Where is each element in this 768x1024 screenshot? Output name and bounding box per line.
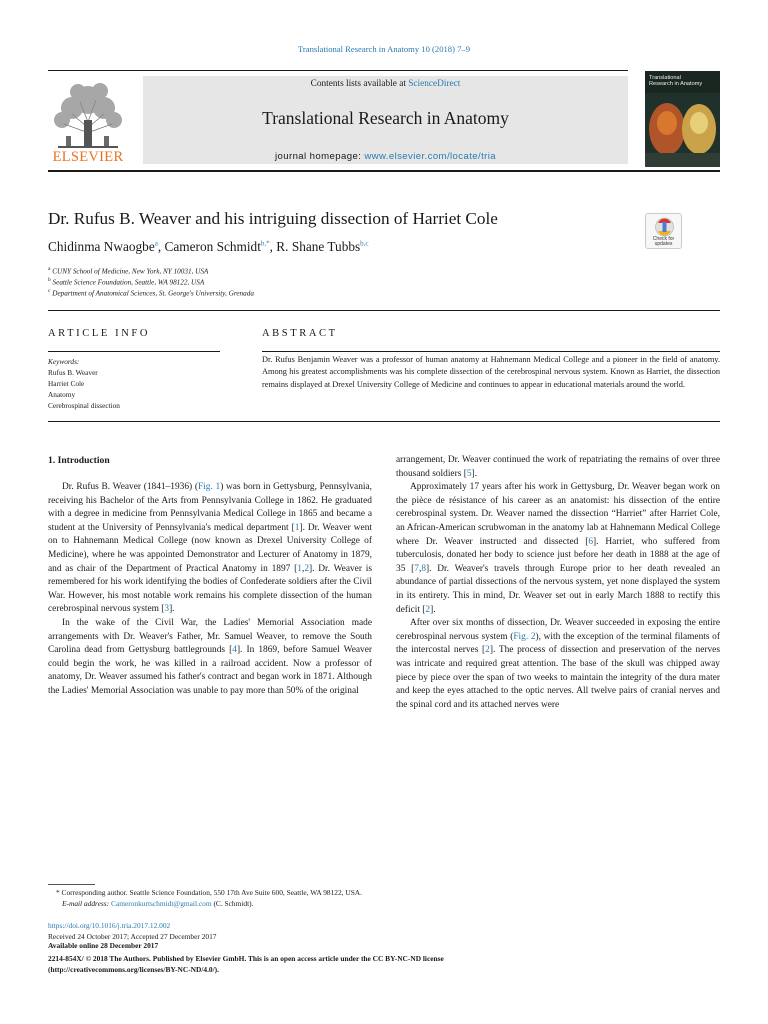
journal-cover-image[interactable] [645, 71, 720, 167]
abstract-heading: ABSTRACT [262, 328, 338, 339]
affiliation-marker: b [48, 277, 51, 283]
body-text-run: ]. Dr. Weaver is remembered for his work identifying the bodies of Confederate soldiers after the Civil War. However, his most notable work remains his complete dissection of the human cerebrospinal nervous system [ [48, 563, 372, 615]
cover-title [649, 75, 702, 87]
journal-title: Translational Research in Anatomy [262, 108, 509, 128]
section-heading-introduction: 1. Introduction [48, 455, 110, 466]
available-online-date: Available online 28 December 2017 [48, 941, 159, 950]
citation-link[interactable]: 5 [466, 468, 472, 479]
citation-link[interactable]: 7 [414, 563, 419, 574]
body-text-run: ]. Harriet, who suffered from tuberculosis, donated her body to science just before her death in 1888 at the age of 35 [ [396, 536, 720, 574]
masthead-bottom-rule [48, 170, 720, 172]
body-text-run: , [418, 563, 422, 574]
elsevier-wordmark: ELSEVIER [52, 149, 124, 165]
affiliation-c [48, 288, 254, 297]
keyword-item: Cerebrospinal dissection [48, 401, 120, 410]
body-text-run: After over six months of dissection, Dr. Weaver succeeded in exposing the entire cerebrospinal nervous system ( [396, 618, 720, 642]
email-label: E-mail address: [62, 899, 111, 908]
abstract-rule [262, 351, 720, 352]
affiliation-marker: a [48, 266, 51, 272]
citation-link[interactable]: 2 [485, 645, 490, 656]
article-title: Dr. Rufus B. Weaver and his intriguing dissection of Harriet Cole [48, 209, 498, 228]
citation-link[interactable]: 1 [297, 563, 302, 574]
body-paragraph [48, 481, 372, 617]
affiliation-b [48, 277, 204, 286]
citation-link[interactable]: 8 [421, 563, 427, 574]
keyword-item: Anatomy [48, 390, 76, 399]
body-text-run: ]. The process of dissection and preservation of the nerves was intricate and required great attention. The base of the skull was chipped away piece by piece over the span of two weeks to maintain the integrity of the dura mater and keep the eyes attached to the optic nerves. All twelve pairs of cranial nerves and the spinal cord and its attached nerves were [396, 645, 720, 710]
body-text-run: ]. Dr. Weaver went on to Hahnemann Medical College (now known as Drexel University College of Medicine), where he was appointed Demonstrator and Lecturer of Anatomy in 1879, and as chair of the Department of Practical Anatomy in 1897 [ [48, 522, 372, 574]
author-separator: , [157, 239, 165, 254]
check-for-updates-button[interactable] [645, 213, 682, 249]
affiliation-text: Department of Anatomical Sciences, St. George's University, Grenada [52, 289, 254, 298]
citation-link[interactable]: 1 [294, 522, 300, 533]
body-paragraph [396, 481, 720, 617]
author-name[interactable]: Chidinma Nwaogbe [48, 239, 155, 254]
license-line-2[interactable]: (http://creativecommons.org/licenses/BY-NC-ND/4.0/). [48, 965, 219, 974]
license-line-1: 2214-854X/ © 2018 The Authors. Published by Elsevier GmbH. This is an open access article under the CC BY-NC-ND license [48, 954, 444, 963]
abstract-text: Dr. Rufus Benjamin Weaver was a professor of human anatomy at Hahnemann Medical College and a pioneer in the field of anatomy. Among his greatest accomplishments was his complete dissection of the cerebrospinal nervous system. Known as Harriet, the dissection remains displayed at Drexel University College of Medicine and continues to appear in educational materials around the world. [262, 355, 720, 389]
corresponding-author-note: * Corresponding author. Seattle Science Foundation, 550 17th Ave Suite 600, Seattle, WA 98122, USA. [56, 888, 362, 897]
cover-title-line-1: Translational [649, 75, 681, 81]
body-text-run: ]. [169, 604, 175, 615]
citation-link[interactable]: Fig. 1 [197, 482, 221, 492]
body-text-run: , [301, 563, 305, 574]
affiliation-text: Seattle Science Foundation, Seattle, WA 98122, USA [52, 278, 205, 287]
affiliation-a [48, 266, 208, 275]
body-text-run: ]. [430, 604, 436, 615]
check-for-updates-label: Check for updates [652, 236, 675, 247]
author-affiliation-marker[interactable]: a [154, 239, 158, 248]
citation-link[interactable]: 2 [425, 604, 431, 615]
body-right-column [396, 454, 720, 712]
contents-available-line [143, 79, 628, 89]
author-name[interactable]: Cameron Schmidt [164, 239, 261, 254]
citation-link[interactable]: 6 [588, 536, 594, 547]
email-suffix: (C. Schmidt). [211, 899, 254, 908]
footnote-rule [48, 884, 95, 885]
keywords-label: Keywords: [48, 357, 80, 366]
doi-link[interactable]: https://doi.org/10.1016/j.tria.2017.12.002 [48, 921, 171, 930]
journal-homepage-line [143, 151, 628, 162]
body-paragraph [48, 617, 372, 699]
email-note [62, 899, 254, 908]
affiliation-marker: c [48, 288, 51, 294]
masthead-top-rule [48, 70, 628, 71]
body-text-run: Approximately 17 years after his work in Gettysburg, Dr. Weaver began work on the pièce de résistance of his career as an anatomist: his dissection of the entire cerebrospinal system. Dr. Weaver named the dissection “Harriet” after Harriet Cole, an African-American scrubwoman in the anatomy lab at Hahnemann Medical College where Dr. Weaver instructed and dissected [ [396, 482, 720, 547]
body-text-run: ), with the exception of the terminal filaments of the intercostal nerves [ [396, 631, 720, 656]
body-paragraph [396, 617, 720, 712]
body-text-run: arrangement, Dr. Weaver continued the work of repatriating the remains of over three thousand soldiers [ [396, 455, 720, 479]
keyword-item: Harriet Cole [48, 379, 85, 388]
article-info-heading: ARTICLE INFO [48, 328, 151, 339]
homepage-link[interactable]: www.elsevier.com/locate/tria [364, 151, 497, 162]
affiliation-text: CUNY School of Medicine, New York, NY 10031, USA [52, 267, 209, 276]
keyword-item: Rufus B. Weaver [48, 368, 98, 377]
sciencedirect-link[interactable]: ScienceDirect [408, 79, 461, 89]
cover-title-line-2: Research in Anatomy [649, 81, 703, 87]
info-top-rule [48, 310, 720, 311]
abstract-bottom-rule [48, 421, 720, 422]
citation-link[interactable]: 4 [232, 645, 237, 656]
author-affiliation-marker[interactable]: b,c [360, 239, 369, 248]
citation-link[interactable]: 3 [164, 604, 170, 615]
author-list [48, 239, 369, 255]
citation-link[interactable]: Fig. 2 [513, 631, 536, 642]
body-text-run: ]. In 1869, before Samuel Weaver could begin the work, he was killed in a railroad accident. Now a professor of anatomy, Dr. Weaver assumed his father's contract and began work in 1871. Although the Ladies' Memorial Association was unable to pay more than 50% of the original [48, 645, 372, 696]
received-dates: Received 24 October 2017; Accepted 27 December 2017 [48, 932, 217, 941]
body-paragraph [396, 454, 720, 481]
body-left-column [48, 481, 372, 699]
author-name[interactable]: R. Shane Tubbs [276, 239, 361, 254]
journal-reference-link[interactable]: Translational Research in Anatomy 10 (2018) 7–9 [297, 44, 470, 54]
homepage-prefix: journal homepage: [274, 151, 365, 162]
body-text-run: ]. [471, 468, 477, 479]
contents-prefix: Contents lists available at [310, 79, 409, 89]
email-link[interactable]: Cameronkurtschmidt@gmail.com [111, 899, 212, 908]
body-text-run: In the wake of the Civil War, the Ladies' Memorial Association made arrangements with Dr. Weaver's Father, Mr. Samuel Weaver, to remove the South Carolina dead from Gettysburg battlegrounds [ [48, 617, 372, 656]
body-text-run: ]. Dr. Weaver's travels through Europe prior to her death revealed an abundance of partial dissections of the nervous system, yet none displayed the system in its entirety. This in mind, Dr. Weaver set out in early March 1888 to rectify this deficit [ [396, 563, 721, 615]
body-text-run: Dr. Rufus B. Weaver (1841–1936) ( [62, 482, 198, 492]
body-text-run: ) was born in Gettysburg, Pennsylvania, receiving his Bachelor of the Arts from Pennsylvania College in 1862. He graduated with a degree in medicine from Pennsylvania Medical College in 1865 and became a student at the University of Pennsylvania's medical department [ [48, 482, 372, 533]
citation-link[interactable]: 2 [304, 563, 309, 574]
article-info-rule [48, 351, 220, 352]
author-affiliation-marker[interactable]: b,* [260, 239, 270, 248]
author-separator: , [269, 239, 277, 254]
